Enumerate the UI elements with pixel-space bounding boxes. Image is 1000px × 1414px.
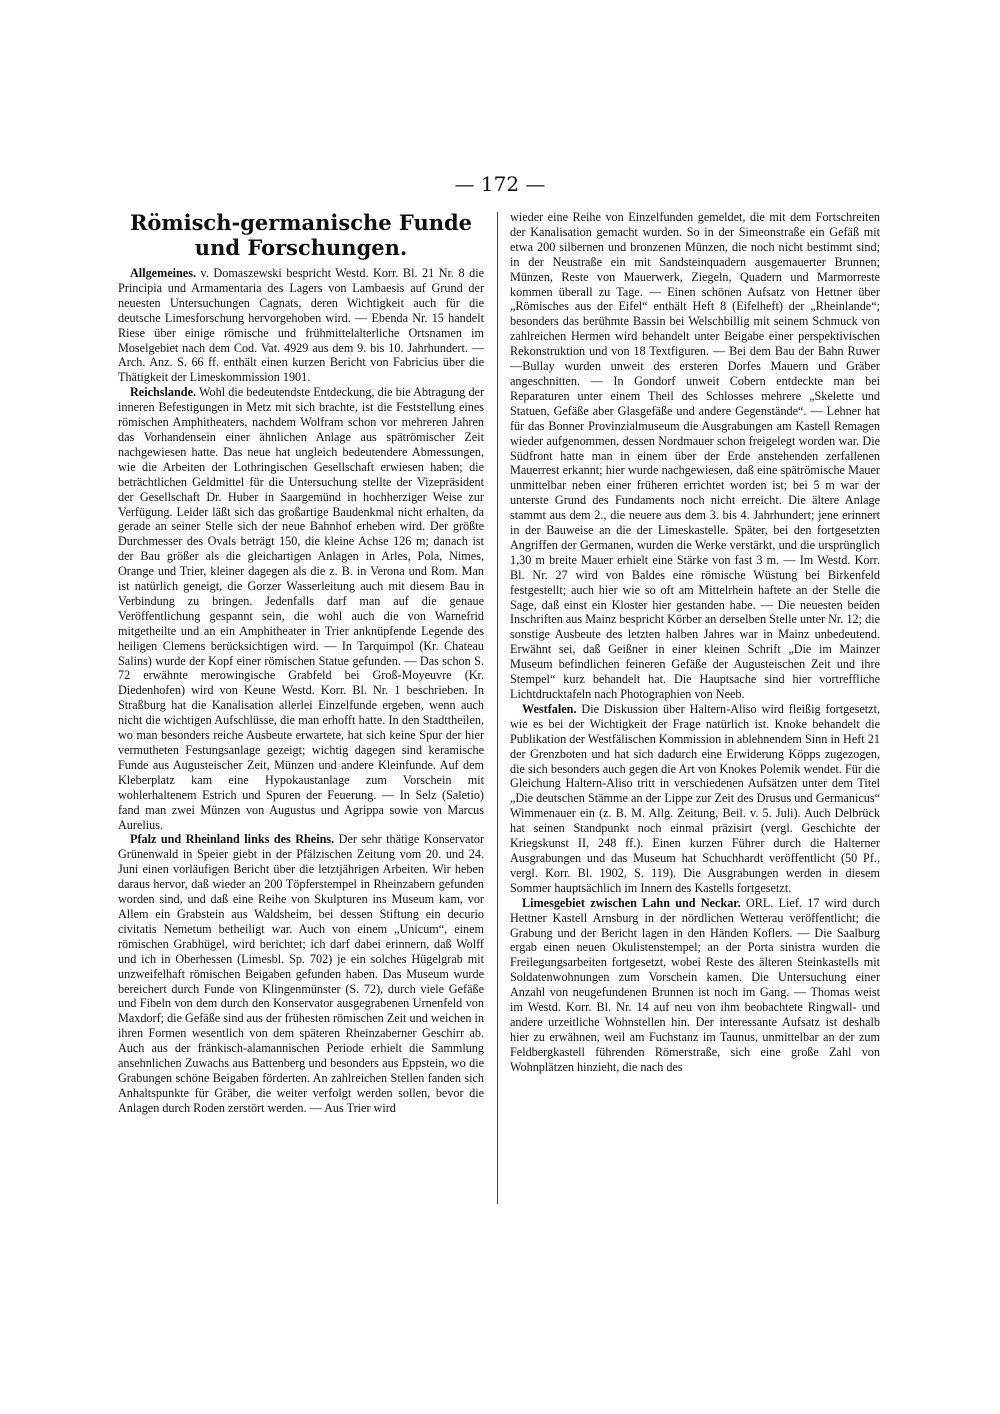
paragraph-text: v. Domaszewski bespricht Westd. Korr. Bl. 21 Nr. 8 die Principia und Armamentaria des Lagers von Lambaesis auf Grund der neuesten Untersuchungen Cagnats, deren Wichtigkeit auch für die deutsche Limesforschung hervorgehoben wird. — Ebenda Nr. 15 handelt Riese über einige römische und frühmittelalterliche Ortsnamen im Moselgebiet nach dem Cod. Vat. 4929 aus dem 9. bis 10. Jahrhundert. — Arch. Anz. S. 66 ff. enthält einen kurzen Bericht von Fabricius über die Thätigkeit der Limeskommission 1901. bbox=[118, 266, 484, 385]
article-title: Römisch-germanische Funde und Forschungen. bbox=[129, 210, 473, 260]
column-divider bbox=[497, 212, 498, 1204]
paragraph-pfalz-rheinland bbox=[118, 832, 484, 1115]
paragraph-limesgebiet bbox=[510, 896, 880, 1075]
section-heading: Westfalen. bbox=[522, 701, 577, 716]
section-heading: Allgemeines. bbox=[130, 266, 197, 280]
right-column bbox=[510, 210, 880, 1208]
paragraph-westfalen bbox=[510, 702, 880, 896]
paragraph-text: ORL. Lief. 17 wird durch Hettner Kastell Arnsburg in der nördlichen Wetterau veröffentlicht; die Grabung und der Bericht lagen in den Händen Koflers. — Die Saalburg ergab einen neuen Okulistenstempel; an der Porta sinistra wurden die Freilegungsarbeiten fortgesetzt, wobei Reste des älteren Steinkastells mit Soldatenwohnungen zum Vorschein kamen. Die Untersuchung einer Anzahl von neugefundenen Brunnen ist noch im Gang. — Thomas weist im Westd. Korr. Bl. Nr. 14 auf neu von ihm beobachtete Ringwall- und andere urzeitliche Wohnstellen hin. Der interessante Aufsatz ist deshalb hier zu erwähnen, weil am Fuchstanz im Taunus, unmittelbar an der zum Feldbergkastell führenden Römerstraße, sich eine große Zahl von Wohnplätzen hinzieht, die nach des bbox=[510, 895, 880, 1074]
page-number: — 172 — bbox=[454, 172, 546, 196]
section-heading: Limesgebiet zwischen Lahn und Neckar. bbox=[522, 895, 741, 910]
paragraph-allgemeines bbox=[118, 266, 484, 385]
paragraph-text: Der sehr thätige Konservator Grünenwald in Speier giebt in der Pfälzischen Zeitung vom 20. und 24. Juni einen vorläufigen Bericht über die letztjährigen Arbeiten. Wir heben daraus hervor, daß wieder an 200 Töpferstempel in Rheinzabern gefunden worden sind, und daß eine Reihe von Skulpturen ins Museum kam, vor Allem ein Grabstein aus Waldsheim, bei dessen Stiftung ein decurio civitatis Nemetum betheiligt war. Auch von einem „Unicum“, einem römischen Grabhügel, wird berichtet; ich darf dabei erinnern, daß Wolff und ich in Oberhessen (Limesbl. Sp. 702) je ein solches Hügelgrab mit unzweifelhaft römischen Beigaben gefunden haben. Das Museum wurde bereichert durch Funde von Klingenmünster (S. 72), durch viele Gefäße und Fibeln von dem durch den Konservator ausgegrabenen Urnenfeld von Maxdorf; die Gefäße sind aus der frühesten römischen Zeit und weichen in ihren Formen wesentlich von dem späteren Rheinzaberner Geschirr ab. Auch aus der fränkisch-alamannischen Periode erhielt die Sammlung ansehnlichen Zuwachs aus Battenberg und besonders aus Eppstein, wo die Grabungen schöne Beigaben förderten. An zahlreichen Stellen fanden sich Anhaltspunkte für Gräber, die weiter verfolgt werden sollen, bevor die Anlagen durch Roden zerstört werden. — Aus Trier wird bbox=[118, 832, 484, 1115]
section-heading: Pfalz und Rheinland links des Rheins. bbox=[130, 832, 335, 847]
paragraph-reichslande bbox=[118, 385, 484, 832]
section-heading: Reichslande. bbox=[130, 385, 197, 400]
left-column bbox=[118, 210, 484, 1208]
paragraph-continuation bbox=[510, 210, 880, 702]
paragraph-text: Wohl die bedeutendste Entdeckung, die bie Abtragung der inneren Befestigungen in Metz mit sich brachte, ist die Feststellung eines römischen Amphitheaters, nachdem Wolfram schon vor mehreren Jahren das Vorhandensein einer ähnlichen Anlage aus spätrömischer Zeit nachgewiesen hatte. Das neue hat ungleich bedeutendere Abmessungen, wie die Arbeiten der Lothringischen Gesellschaft erwiesen haben; die beträchtlichen Geldmittel für die Untersuchung stellte der Vizepräsident der Gesellschaft Dr. Huber in Saargemünd in hochherziger Weise zur Verfügung. Leider läßt sich das großartige Baudenkmal nicht erhalten, da gerade an seiner Stelle sich der neue Bahnhof erheben wird. Der größte Durchmesser des Ovals beträgt 150, die kleine Achse 126 m; danach ist der Bau größer als die gleichartigen Anlagen in Arles, Pola, Nimes, Orange und Trier, kleiner dagegen als die z. B. in Verona und Rom. Man ist natürlich geneigt, die Gorzer Wasserleitung auch mit diesem Bau in Verbindung zu bringen. Jedenfalls darf man auf die genaue Veröffentlichung gespannt sein, die wohl auch die von Warnefrid mitgetheilte und an ein Amphitheater in Trier anknüpfende Legende des heiligen Clemens berücksichtigen wird. — In Tarquimpol (Kr. Chateau Salins) wurde der Kopf einer römischen Statue gefunden. — Das schon S. 72 erwähnte merowingische Grabfeld bei Groß-Moyeuvre (Kr. Diedenhofen) wird von Keune Westd. Korr. Bl. Nr. 1 beschrieben. In Straßburg hat die Kanalisation allerlei Einzelfunde ergeben, wenn auch nicht die wichtigen Aufschlüsse, die man erhofft hatte. In den Stadttheilen, wo man besonders reiche Ausbeute erwartete, hat sich keine Spur der hier vermutheten Festungsanlage gezeigt; wichtig dagegen sind keramische Funde aus Augusteischer Zeit, Münzen und andere Kleinfunde. Auf dem Kleberplatz kam eine Hypokaustanlage zum Vorschein mit wohlerhaltenem Estrich und Spuren der Feuerung. — In Selz (Saletio) fand man zwei Münzen von Augustus und Agrippa sowie von Marcus Aurelius. bbox=[118, 385, 484, 832]
paragraph-text: wieder eine Reihe von Einzelfunden gemeldet, die mit dem Fortschreiten der Kanalisation gemacht wurden. So in der Simeonstraße ein Gefäß mit etwa 200 silbernen und bronzenen Münzen, die noch nicht bestimmt sind; in der Neustraße ein mit Sandsteinquadern ausgemauerter Brunnen; Münzen, Reste von Mauerwerk, Ziegeln, Quadern und Marmorreste kommen überall zu Tage. — Einen schönen Aufsatz von Hettner über „Römisches aus der Eifel“ enthält Heft 8 (Eifelheft) der „Rheinlande“; besonders das berühmte Bassin bei Welschbillig mit seinem Schmuck von zahlreichen Hermen wird behandelt unter Beigabe einer perspektivischen Rekonstruktion und von 18 Textfiguren. — Bei dem Bau der Bahn Ruwer—Bullay wurden unweit des ersteren Dorfes Mauern und Gräber angeschnitten. — In Gondorf unweit Cobern entdeckte man bei Reparaturen unter einem Theil des Schlosses mehrere „Skelette und Statuen, Gefäße aber Glasgefäße und andere Gegenstände“. — Lehner hat für das Bonner Provinzialmuseum die Ausgrabungen am Kastell Remagen wieder aufgenommen, dessen Nordmauer schon freigelegt worden war. Die Südfront hatte man in einem über der Erde anstehenden zerfallenen Mauerrest erkannt; hier wurde nachgewiesen, daß eine spätrömische Mauer unmittelbar neben einer früheren errichtet worden ist; bei 5 m war der unterste Grund des Fundaments noch nicht erreicht. Die ältere Anlage stammt aus dem 2., die neuere aus dem 3. bis 4. Jahrhundert; jene erinnert in der Bauweise an die der Limeskastelle. Später, bei den fortgesetzten Angriffen der Germanen, wurden die Werke verstärkt, und die ursprünglich 1,30 m breite Mauer erhielt eine Stärke von fast 3 m. — Im Westd. Korr. Bl. Nr. 27 wird von Baldes eine römische Wüstung bei Birkenfeld festgestellt; auch hier wie so oft am Mittelrhein haftete an der Stelle die Sage, daß einst ein Kloster hier gestanden habe. — Die neuesten beiden Inschriften aus Mainz bespricht Körber an derselben Stelle unter Nr. 12; die sonstige Ausbeute des letzten halben Jahres war in Mainz unbedeutend. Erwähnt sei, daß Geißner in einer kleinen Schrift „Die im Mainzer Museum befindlichen feineren Gefäße der Augusteischen Zeit und ihre Stempel“ kurz behandelt hat. Die Hauptsache sind hier vortreffliche Lichtdrucktafeln nach Photographien von Neeb. bbox=[510, 210, 880, 701]
paragraph-text: Die Diskussion über Haltern-Aliso wird fleißig fortgesetzt, wie es bei der Wichtigkeit der Frage natürlich ist. Knoke behandelt die Publikation der Westfälischen Kommission in ablehnendem Sinn in Heft 21 der Grenzboten und hat sich dadurch eine Erwiderung Köpps zugezogen, die sich besonders auch gegen die Art von Knokes Polemik wendet. Für die Gleichung Haltern-Aliso tritt in verschiedenen Aufsätzen unter dem Titel „Die deutschen Stämme an der Lippe zur Zeit des Drusus und Germanicus“ Wimmenauer ein (z. B. M. Allg. Zeitung, Beil. v. 5. Juli). Auch Delbrück hat seinen Standpunkt noch einmal präzisirt (vergl. Geschichte der Kriegskunst II, 248 ff.). Einen kurzen Führer durch die Halterner Ausgrabungen und das Museum hat Schuchhardt veröffentlicht (50 Pf., vergl. Korr. Bl. 1902, S. 119). Die Ausgrabungen werden in diesem Sommer hauptsächlich im Innern des Kastells fortgesetzt. bbox=[510, 701, 880, 895]
